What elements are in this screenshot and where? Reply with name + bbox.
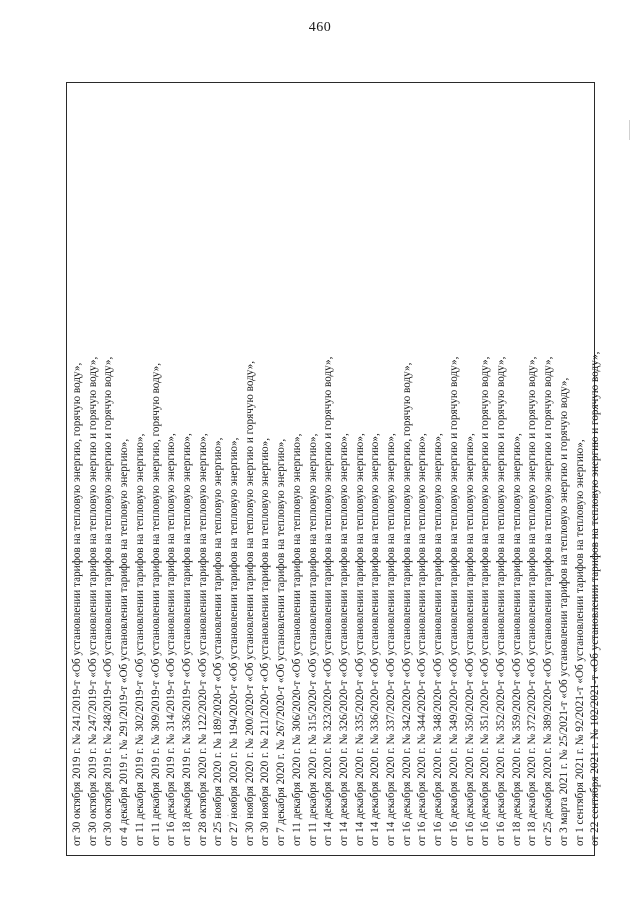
decree-item: от 16 декабря 2020 г. № 348/2020-т «Об установлении тарифов на тепловую энергию», — [432, 433, 445, 846]
decree-item: от 27 ноября 2020 г. № 194/2020-т «Об установлении тарифов на тепловую энергию», — [228, 437, 241, 846]
decree-item: от 14 декабря 2020 г. № 326/2020-т «Об установлении тарифов на тепловую энергию», — [337, 433, 350, 846]
decree-item: от 14 декабря 2020 г. № 335/2020-т «Об установлении тарифов на тепловую энергию», — [353, 433, 366, 846]
decree-item: от 28 октября 2020 г. № 122/2020-т «Об установлении тарифов на тепловую энергию», — [196, 433, 209, 846]
decree-item: от 16 декабря 2020 г. № 349/2020-т «Об установлении тарифов на тепловую энергию и горячую воду», — [447, 356, 460, 846]
decree-item: от 16 декабря 2020 г. № 342/2020-т «Об установлении тарифов на тепловую энергию, горячую воду», — [400, 362, 413, 846]
decree-item: от 3 марта 2021 г. № 25/2021-т «Об установлении тарифов на тепловую энергию и горячую воду», — [557, 377, 570, 846]
decree-list — [70, 86, 604, 852]
decree-item: от 18 декабря 2019 г. № 336/2019-т «Об установлении тарифов на тепловую энергию», — [180, 433, 193, 846]
decree-item: от 25 ноября 2020 г. № 189/2020-т «Об установлении тарифов на тепловую энергию», — [212, 437, 225, 846]
decree-item: от 16 декабря 2020 г. № 350/2020-т «Об установлении тарифов на тепловую энергию», — [463, 433, 476, 846]
decree-item: от 1 сентября 2021 г. № 92/2021-т «Об установлении тарифов на тепловую энергию», — [573, 439, 586, 846]
decree-item: от 11 декабря 2020 г. № 315/2020-т «Об установлении тарифов на тепловую энергию», — [306, 433, 319, 846]
decree-item: от 16 декабря 2019 г. № 314/2019-т «Об установлении тарифов на тепловую энергию», — [165, 433, 178, 846]
decree-item: от 18 декабря 2020 г. № 359/2020-т «Об установлении тарифов на тепловую энергию», — [510, 433, 523, 846]
decree-item: от 16 декабря 2020 г. № 344/2020-т «Об установлении тарифов на тепловую энергию», — [416, 433, 429, 846]
decree-item: от 11 декабря 2019 г. № 302/2019-т «Об установлении тарифов на тепловую энергию», — [133, 433, 146, 846]
decree-item: от 11 декабря 2020 г. № 306/2020-т «Об установлении тарифов на тепловую энергию», — [290, 433, 303, 846]
scan-speck-mark — [200, 812, 248, 820]
decree-item: от 14 декабря 2020 г. № 323/2020-т «Об установлении тарифов на тепловую энергию и горячую воду», — [322, 356, 335, 846]
page-number: 460 — [308, 20, 332, 35]
decree-item: от 14 декабря 2020 г. № 337/2020-т «Об установлении тарифов на тепловую энергию», — [385, 433, 398, 846]
rotated-content — [70, 86, 602, 852]
scan-edge-mark — [628, 120, 631, 140]
decree-item: от 16 декабря 2020 г. № 352/2020-т «Об установлении тарифов на тепловую энергию и горячую воду», — [494, 356, 507, 846]
decree-item: от 22 сентября 2021 г. № 102/2021-т «Об установлении тарифов на тепловую энергию и горячую воду», — [589, 351, 602, 846]
decree-item: от 30 октября 2019 г. № 247/2019-т «Об установлении тарифов на тепловую энергию и горячую воду», — [86, 356, 99, 846]
decree-item: от 25 декабря 2020 г. № 389/2020-т «Об установлении тарифов на тепловую энергию и горячую воду», — [542, 356, 555, 846]
rotated-text-region — [70, 86, 602, 852]
decree-item: от 7 декабря 2020 г. № 267/2020-т «Об установлении тарифов на тепловую энергию», — [275, 438, 288, 846]
decree-item: от 30 октября 2019 г. № 241/2019-т «Об установлении тарифов на тепловую энергию, горячую воду», — [71, 362, 83, 846]
decree-item: от 30 октября 2019 г. № 248/2019-т «Об установлении тарифов на тепловую энергию и горячую воду», — [102, 356, 115, 846]
decree-item: от 14 декабря 2020 г. № 336/2020-т «Об установлении тарифов на тепловую энергию», — [369, 433, 382, 846]
decree-item: от 18 декабря 2020 г. № 372/2020-т «Об установлении тарифов на тепловую энергию и горячую воду», — [526, 356, 539, 846]
decree-item: от 16 декабря 2020 г. № 351/2020-т «Об установлении тарифов на тепловую энергию и горячую воду», — [479, 356, 492, 846]
decree-item: от 30 ноября 2020 г. № 200/2020-т «Об установлении тарифов на тепловую энергию и горячую воду», — [243, 360, 256, 846]
decree-item: от 30 ноября 2020 г. № 211/2020-т «Об установлении тарифов на тепловую энергию», — [259, 438, 272, 846]
decree-item: от 11 декабря 2019 г. № 309/2019-т «Об установлении тарифов на тепловую энергию, горячую воду», — [149, 362, 162, 846]
decree-item: от 4 декабря 2019 г. № 291/2019-т «Об установлении тарифов на тепловую энергию», — [118, 438, 131, 846]
